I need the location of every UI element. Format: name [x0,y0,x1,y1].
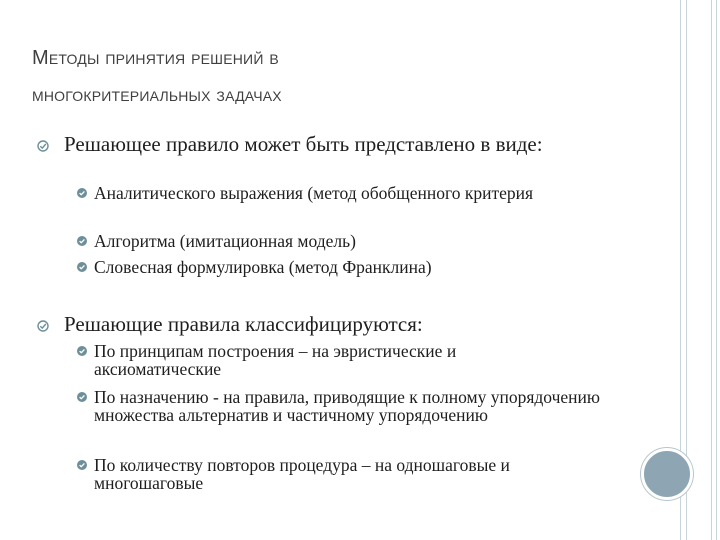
bullet-text: Решающее правило может быть представлено в виде: [64,132,543,156]
sub-bullet-text: По принципам построения – на эвристические и аксиоматические [94,341,457,379]
check-bullet-icon [77,188,87,198]
sub-bullet-text: По назначению - на правила, приводящие к полному упорядочению множества альтернатив и частичному упорядочению [94,387,600,425]
check-bullet-icon [77,346,87,356]
check-bullet-icon [37,140,49,152]
sub-bullet-text: Алгоритма (имитационная модель) [94,231,356,251]
check-bullet-icon [77,236,87,246]
check-bullet-icon [37,320,49,332]
slide-title [32,40,632,114]
decorative-line [716,0,717,540]
decorative-line [711,0,712,540]
sub-bullet-text: По количеству повторов процедура – на одношаговые и многошаговые [94,455,510,493]
title-line-2: многокритериальных задачах [32,84,282,106]
bullet-text: Решающие правила классифицируются: [64,312,423,336]
sub-bullet-text: Словесная формулировка (метод Франклина) [94,257,432,277]
sub-bullet-text: Аналитического выражения (метод обобщенного критерия [94,183,534,203]
title-line-1: Методы принятия решений в [32,47,279,69]
decorative-circle [641,448,693,500]
check-bullet-icon [77,392,87,402]
check-bullet-icon [77,262,87,272]
check-bullet-icon [77,460,87,470]
